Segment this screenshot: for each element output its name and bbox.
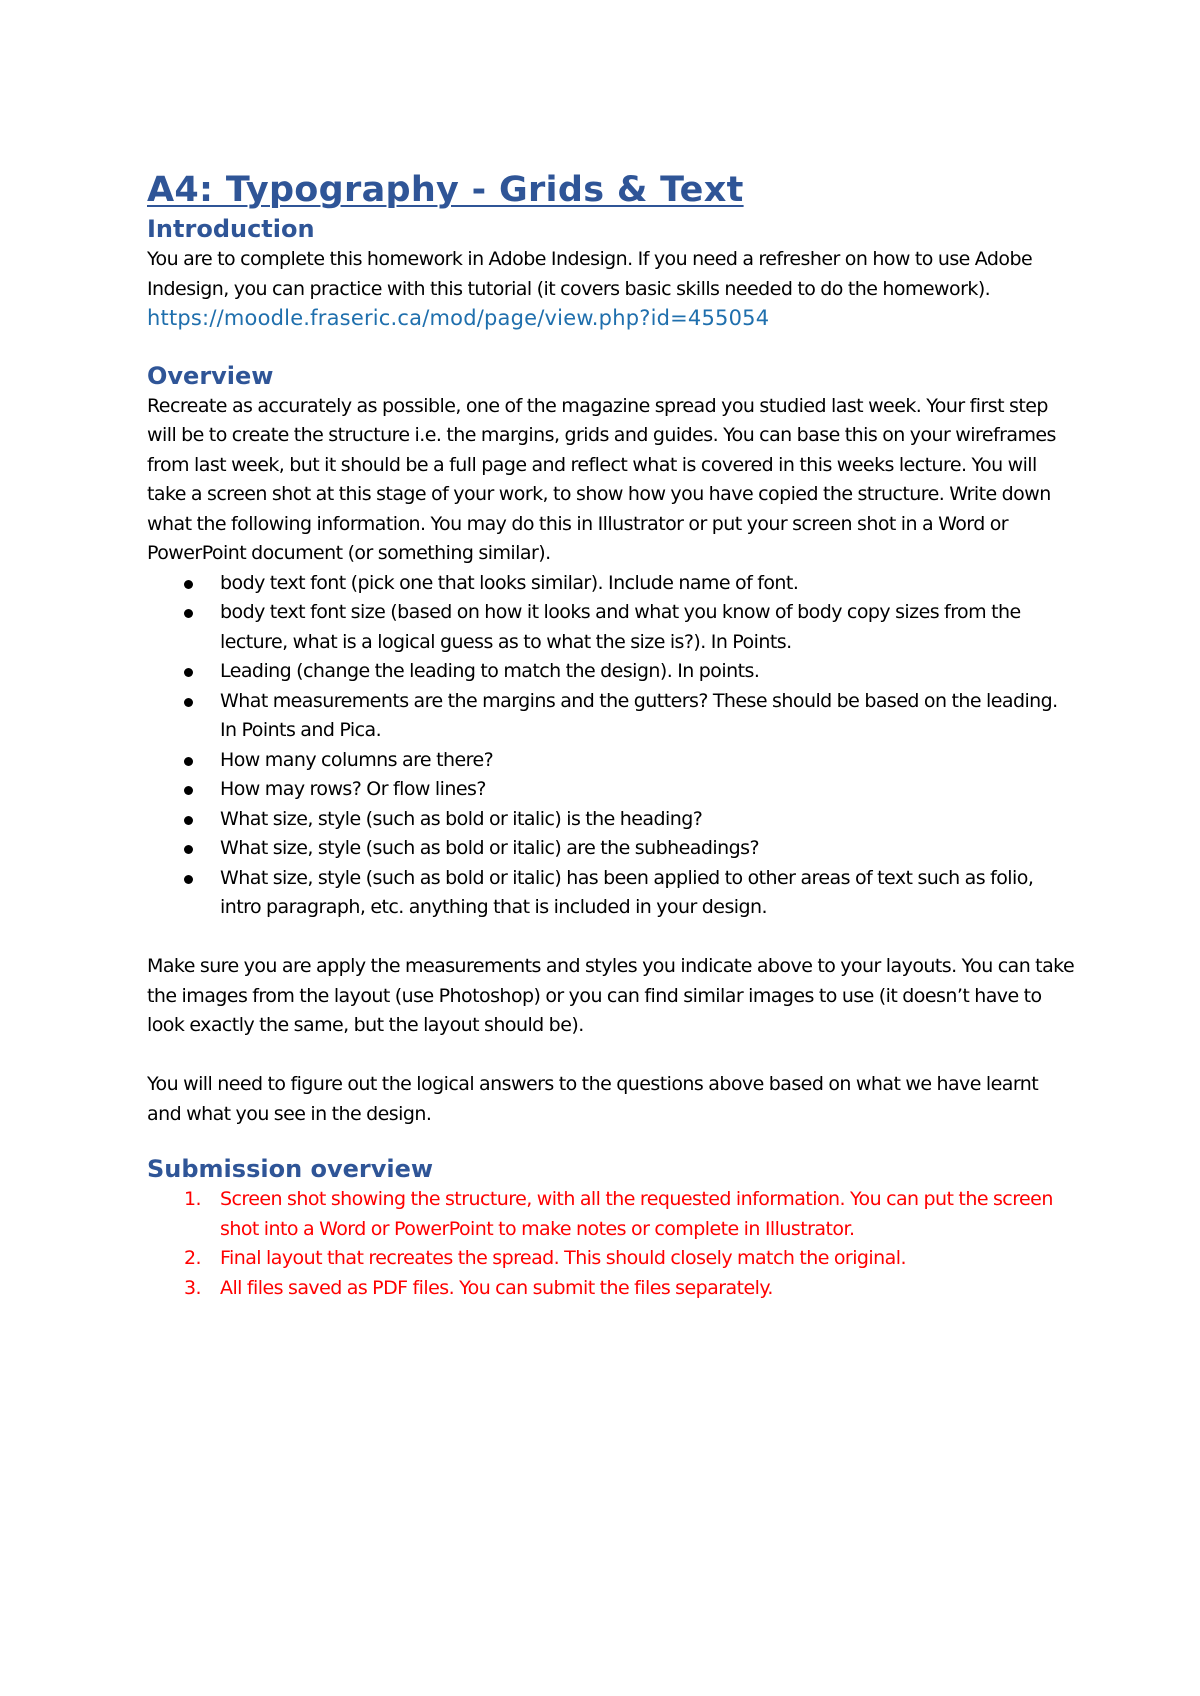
list-item-text: Final layout that recreates the spread. This should closely match the original. <box>220 1247 906 1269</box>
bullet-icon <box>184 698 193 707</box>
bullet-icon <box>184 845 193 854</box>
list-item-text: What measurements are the margins and the gutters? These should be based on the leading. In Points and Pica. <box>220 689 1058 741</box>
list-number: 1. <box>184 1188 202 1210</box>
list-item-text: body text font (pick one that looks similar). Include name of font. <box>220 571 799 594</box>
list-item <box>147 1185 1077 1244</box>
list-item <box>147 1274 1077 1304</box>
overview-paragraph-2: Make sure you are apply the measurements and styles you indicate above to your layouts. You can take the images from the layout (use Photoshop) or you can find similar images to use (it doesn’t have to look exactly the same, but the layout should be). <box>147 955 1075 1036</box>
list-item-text: What size, style (such as bold or italic) are the subheadings? <box>220 837 759 859</box>
list-item <box>147 834 1077 864</box>
bullet-icon <box>184 816 193 825</box>
submission-list <box>147 1185 1077 1303</box>
list-item <box>147 687 1077 746</box>
list-item-text: All files saved as PDF files. You can submit the files separately. <box>220 1276 773 1299</box>
bullet-icon <box>184 757 193 766</box>
requirements-list <box>147 569 1077 923</box>
list-item-text: What size, style (such as bold or italic) has been applied to other areas of text such as folio, intro paragraph, etc. anything that is included in your design. <box>220 866 1034 918</box>
overview-paragraph: Recreate as accurately as possible, one of the magazine spread you studied last week. Your first step will be to create the structure i.e. the margins, grids and guides. You can base this on your wireframes from last week, but it should be a full page and reflect what is covered in this weeks lecture. You will take a screen shot at this stage of your work, to show how you have copied the structure. Write down what the following information. You may do this in Illustrator or put your screen shot in a Word or PowerPoint document (or something similar). <box>147 394 1056 564</box>
list-item-text: What size, style (such as bold or italic) is the heading? <box>220 807 703 830</box>
list-item <box>147 746 1077 776</box>
tutorial-link[interactable]: https://moodle.fraseric.ca/mod/page/view.php?id=455054 <box>147 306 770 330</box>
list-number: 2. <box>184 1247 202 1269</box>
document-title: A4: Typography - Grids & Text <box>147 170 744 210</box>
list-item <box>147 598 1077 657</box>
bullet-icon <box>184 609 193 618</box>
list-item <box>147 864 1077 923</box>
document-page <box>147 168 1077 1303</box>
introduction-paragraph <box>147 245 1077 335</box>
overview-heading: Overview <box>147 361 274 390</box>
submission-heading: Submission overview <box>147 1155 434 1183</box>
list-item-text: Screen shot showing the structure, with all the requested information. You can put the screen shot into a Word or PowerPoint to make notes or complete in Illustrator. <box>220 1188 1053 1240</box>
bullet-icon <box>184 580 193 589</box>
list-item-text: How may rows? Or flow lines? <box>220 778 486 800</box>
bullet-icon <box>184 875 193 884</box>
bullet-icon <box>184 668 193 677</box>
list-item-text: Leading (change the leading to match the design). In points. <box>220 660 760 682</box>
list-item-text: body text font size (based on how it looks and what you know of body copy sizes from the lecture, what is a logical guess as to what the size is?). In Points. <box>220 601 1021 653</box>
list-item <box>147 805 1077 835</box>
list-item-text: How many columns are there? <box>220 748 494 771</box>
introduction-heading: Introduction <box>147 215 315 243</box>
bullet-icon <box>184 786 193 795</box>
introduction-text: You are to complete this homework in Adobe Indesign. If you need a refresher on how to use Adobe Indesign, you can practice with this tutorial (it covers basic skills needed to do the homework). <box>147 248 1033 300</box>
overview-paragraph-3: You will need to figure out the logical answers to the questions above based on what we have learnt and what you see in the design. <box>147 1073 1039 1125</box>
list-number: 3. <box>184 1276 202 1299</box>
list-item <box>147 569 1077 599</box>
list-item <box>147 657 1077 687</box>
list-item <box>147 775 1077 805</box>
list-item <box>147 1244 1077 1274</box>
